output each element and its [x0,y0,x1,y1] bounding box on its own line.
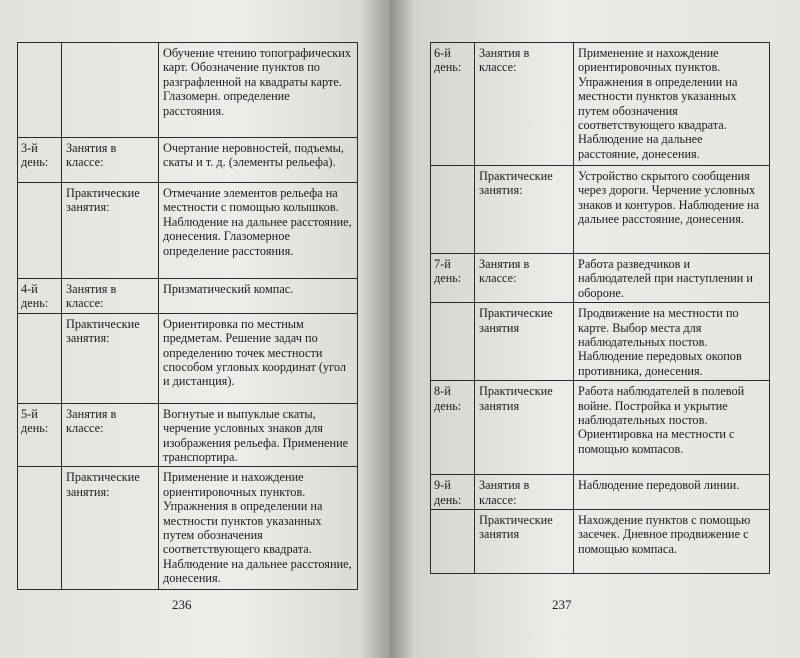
table-row [18,467,358,590]
content-cell: Применение и нахождение ориентировочных пунктов. Упражнения в определении на местности пунктов указанных путем обозначения соответствующего квадрата. Наблюдение на дальнее расстояние, донесения. [574,43,770,166]
table-row [431,510,770,574]
day-cell [18,183,62,279]
day-cell [18,313,62,403]
content-cell: Наблюдение передовой линии. [574,475,770,510]
session-type-cell: Занятия в классе: [475,43,574,166]
content-cell: Вогнутые и выпуклые скаты, черчение условных знаков для изображения рельефа. Применение транспортира. [159,403,358,467]
content-cell: Отмечание элементов рельефа на местности с помощью колышков. Наблюдение на дальнее расстояние, донесения. Глазомерное определение расстояния. [159,183,358,279]
right-page [390,0,800,658]
day-cell: 7-й день: [431,254,475,303]
session-type-cell: Практические занятия: [62,467,159,590]
page-number: 237 [552,597,572,612]
day-cell: 9-й день: [431,475,475,510]
session-type-cell [62,43,159,138]
day-cell [431,303,475,381]
session-type-cell: Практические занятия: [62,183,159,279]
content-cell: Очертание неровностей, подъемы, скаты и т. д. (элементы рельефа). [159,138,358,183]
session-type-cell: Практические занятия [475,381,574,475]
day-cell: 8-й день: [431,381,475,475]
session-type-cell: Занятия в классе: [62,138,159,183]
table-row [18,279,358,314]
session-type-cell: Занятия в классе: [62,279,159,314]
table-row [18,138,358,183]
session-type-cell: Занятия в классе: [62,403,159,467]
schedule-table-left [17,42,358,590]
table-row [431,303,770,381]
table-row [431,254,770,303]
table-row [18,313,358,403]
table-row [431,381,770,475]
table-row [18,183,358,279]
session-type-cell: Практические занятия [475,510,574,574]
day-cell [431,510,475,574]
left-page [0,0,390,658]
day-cell [431,166,475,254]
day-cell: 5-й день: [18,403,62,467]
content-cell: Применение и нахождение ориентировочных пунктов. Упражнения в определении на местности пунктов указанных путем обозначения соответствующего квадрата. Наблюдение на дальнее расстояние, донесения. [159,467,358,590]
session-type-cell: Занятия в классе: [475,475,574,510]
day-cell: 6-й день: [431,43,475,166]
content-cell: Обучение чтению топографических карт. Обозначение пунктов по разграфленной на квадраты карте. Глазомерн. определение расстояния. [159,43,358,138]
content-cell: Нахождение пунктов с помощью засечек. Дневное продвижение с помощью компаса. [574,510,770,574]
page-number: 236 [172,597,192,612]
day-cell [18,467,62,590]
table-row [431,166,770,254]
content-cell: Работа разведчиков и наблюдателей при наступлении и обороне. [574,254,770,303]
session-type-cell: Практические занятия [475,303,574,381]
session-type-cell: Практические занятия: [475,166,574,254]
day-cell: 3-й день: [18,138,62,183]
session-type-cell: Занятия в классе: [475,254,574,303]
content-cell: Работа наблюдателей в полевой войне. Постройка и укрытие наблюдательных постов. Ориентировка на местности с помощью компасов. [574,381,770,475]
table-row [431,475,770,510]
content-cell: Продвижение на местности по карте. Выбор места для наблюдательных постов. Наблюдение передовых окопов противника, донесения. [574,303,770,381]
table-row [431,43,770,166]
content-cell: Устройство скрытого сообщения через дороги. Черчение условных знаков и контуров. Наблюдение на дальнее расстояние, донесения. [574,166,770,254]
schedule-table-right [430,42,770,574]
session-type-cell: Практические занятия: [62,313,159,403]
content-cell: Ориентировка по местным предметам. Решение задач по определению точек местности способом угловых координат (угол и дистанция). [159,313,358,403]
day-cell: 4-й день: [18,279,62,314]
table-row [18,403,358,467]
table-row [18,43,358,138]
day-cell [18,43,62,138]
content-cell: Призматический компас. [159,279,358,314]
